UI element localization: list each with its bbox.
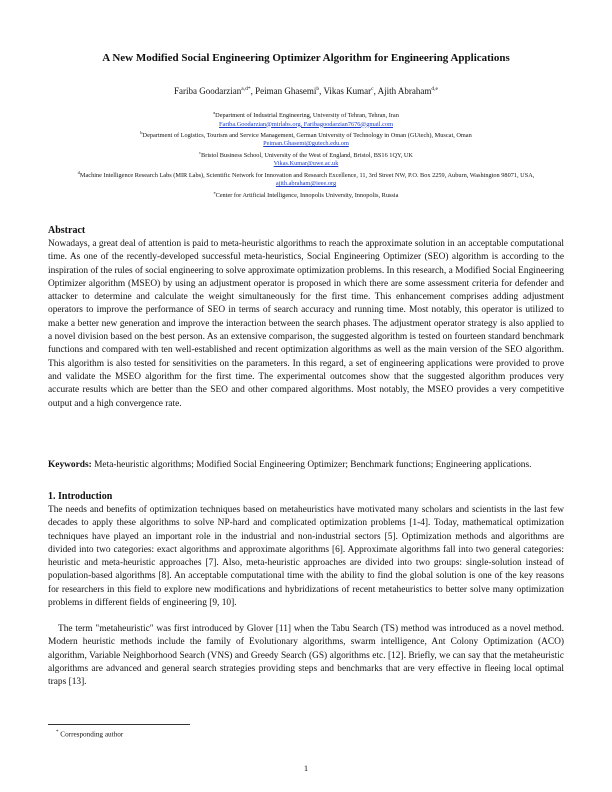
introduction-paragraph-1: The needs and benefits of optimization techniques based on metaheuristics have motivated many scholars and scientists in the last few decades to apply these algorithms to solve NP-hard and complicated optimization problems [1-4]. Today, mathematical optimization techniques have played an important role in the industrial and non-industrial sectors [5]. Optimization methods and algorithms are divided into two categories: exact algorithms and approximate algorithms [6]. Approximate algorithms fall into two general categories: heuristic and meta-heuristic approaches [7]. Also, meta-heuristic approaches are divided into two groups: single-solution instead of population-based algorithms [8]. An acceptable computational time with the ability to find the global solution is one of the key reasons for researchers in this field to explore new modifications and hybridizations of recent metaheuristics to better solve many optimization problems in different fields of engineering [9, 10]. (48, 505, 564, 609)
footnote-divider (48, 724, 190, 725)
affiliation-b: $^b$Department of Logistics, Tourism and Service Management, German University of Technology in Oman (GUtech), Muscat, Oman (140, 129, 472, 139)
affiliation-d: $^d$Machine Intelligence Research Labs (MIR Labs), Scientific Network for Innovation and Research Excellence, 11, 3rd Street NW, P.O. Box 2259, Auburn, Washington 98071, USA, (77, 169, 535, 179)
affiliations (40, 109, 572, 200)
author-affiliation-mark: c (371, 86, 374, 92)
author-affiliation-mark: d,e (431, 86, 438, 92)
page-number: 1 (303, 763, 309, 773)
paper-title: A New Modified Social Engineering Optimizer Algorithm for Engineering Applications (102, 52, 510, 64)
abstract-heading: Abstract (48, 225, 86, 236)
affiliation-a-emails[interactable]: Fariba.Goodarzian@mirlabs.org, Faribagoodarzian7676@gmail.com (219, 120, 393, 128)
author-affiliation-mark: a,d* (241, 86, 251, 92)
footnote (56, 730, 123, 738)
affiliation-a: $^a$Department of Industrial Engineering, University of Tehran, Tehran, Iran (213, 110, 399, 120)
affiliation-c-email[interactable]: Vikas.Kumar@uwe.ac.uk (273, 160, 339, 168)
affiliation-d-email[interactable]: ajith.abraham@ieee.org (275, 180, 337, 188)
author-name: Peiman Ghasemi (255, 86, 317, 96)
keywords-text: Meta-heuristic algorithms; Modified Social Engineering Optimizer; Benchmark functions; Engineering applications. (94, 460, 532, 470)
section-heading-introduction: 1. Introduction (48, 491, 113, 502)
author-name: Vikas Kumar (323, 86, 372, 96)
introduction-paragraph-2: The term "metaheuristic" was first introduced by Glover [11] when the Tabu Search (TS) method was introduced as a novel method. Modern heuristic methods include the family of Evolutionary algorithms, swarm intelligence, Ant Colony Optimization (ACO) algorithm, Variable Neighborhood Search (VNS) and Greedy Search (GS) algorithms etc. [12]. Briefly, we can say that the metaheuristic algorithms are advanced and general search strategies providing steps and benchmarks that are very effective in fleeing local optimal traps [13]. (48, 624, 564, 688)
footnote-text: Corresponding author (60, 730, 124, 739)
affiliation-e: $^e$Center for Artificial Intelligence, Innopolis University, Innopolis, Russia (213, 189, 399, 199)
affiliation-c: $^c$Bristol Business School, University of the West of England, Bristol, BS16 1QY, UK (199, 149, 413, 159)
author-affiliation-mark: b (316, 86, 320, 92)
author-name: Ajith Abraham (377, 86, 432, 96)
footnote-mark: * (56, 730, 59, 735)
author-name: Fariba Goodarzian (174, 86, 242, 96)
affiliation-b-email[interactable]: Peiman.Ghasemi@gutech.edu.om (263, 140, 349, 148)
author-list: Fariba Goodarzian$^{a,d*}$, Peiman Ghasemi$^b$, Vikas Kumar$^c$, Ajith Abraham$^{d,e}$ (174, 86, 438, 96)
abstract-body: Nowadays, a great deal of attention is paid to meta-heuristic algorithms to reach the approximate solution in an acceptable computational time. As one of the recently-developed successful meta-heuristics, Social Engineering Optimizer (SEO) algorithm is according to the inspiration of the rules of social engineering to solve approximate optimization problems. In this research, a Modified Social Engineering Optimizer algorithm (MSEO) by using an adjustment operator is proposed in which there are some assessment criteria for defender and attacker to determine and calculate the weight simultaneously for the first time. This enhancement comprises adding adjustment operators to improve the performance of SEO in terms of search accuracy and running time. Most notably, this operator is utilized to make a better new generation and improve the interaction between the search phases. The adjustment operator strategy is also applied to a novel division based on the best person. As an extensive comparison, the suggested algorithm is tested on fourteen standard benchmark functions and compared with ten well-established and recent optimization algorithms as well as the main version of the SEO algorithm. This algorithm is also tested for sensitivities on the parameters. In this regard, a set of engineering applications were provided to prove and validate the MSEO algorithm for the first time. The experimental outcomes show that the suggested algorithm produces very accurate results which are better than the SEO and other compared algorithms. Most notably, the MSEO provides a very competitive output and a high convergence rate. (48, 239, 564, 409)
keywords-label: Keywords: (48, 460, 92, 470)
keywords (48, 459, 564, 472)
